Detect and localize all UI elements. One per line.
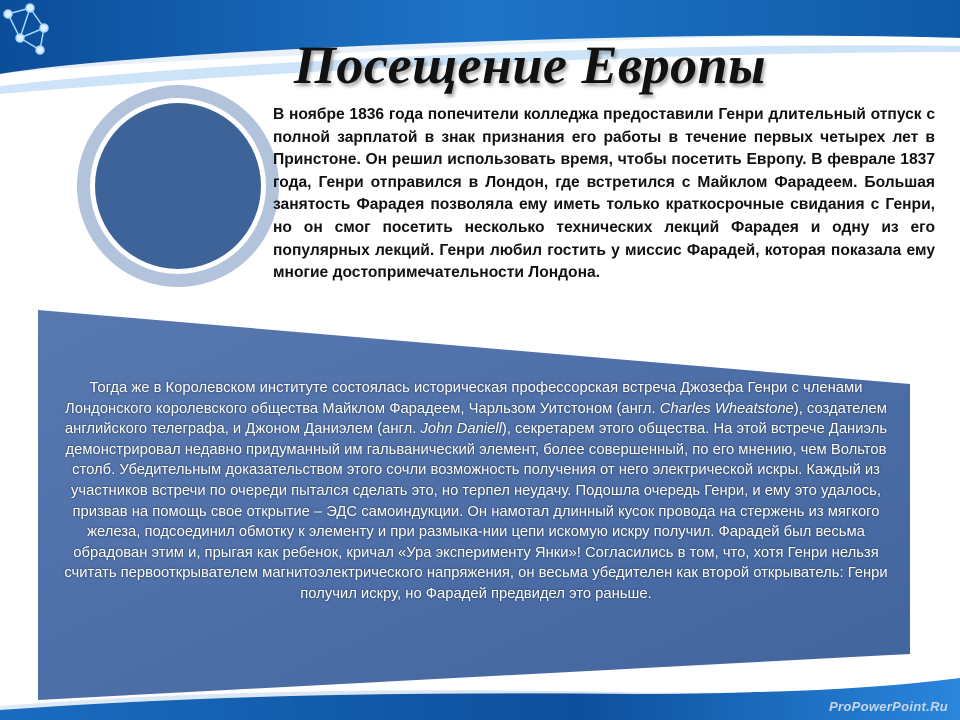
meeting-text-part2: ), создателем английского телеграфа, и Джоном Даниэлем (англ. bbox=[64, 400, 887, 438]
meeting-text-part3: ), секретарем этого общества. На этой встрече Даниэль демонстрировал недавно придуманный им гальванический элемент, более совершенный, по его мнению, чем Вольтов столб. Убедительным доказательством этого сочли возможность получения от него электрической искры. Каждый из участников встречи по очереди пытался сделать это, но терпел неудачу. Подошла очередь Генри, и ему это удалось, призвав на помощь свое открытие – ЭДС самоиндукции. Он намотал длинный кусок провода на стержень из мягкого железа, подсоединил обмотку к элементу и при размыка-нии цепи искомую искру получил. Фарадей был весьма обрадован этим и, прыгая как ребенок, кричал «Ура эксперименту Янки»! Согласились в том, что, хотя Генри нельзя считать первооткрывателем магнитоэлектрического напряжения, он весьма убедителен как второй открыватель: Генри получил искру, но Фарадей предвидел это раньше. bbox=[64, 421, 888, 602]
circle-fill bbox=[95, 103, 261, 269]
intro-paragraph: В ноябре 1836 года попечители колледжа предоставили Генри длительный отпуск с полной зарплатой в знак признания его работы в течение первых четырех лет в Принстоне. Он решил использовать время, чтобы посетить Европу. В феврале 1837 года, Генри отправился в Лондон, где встретился с Майклом Фарадеем. Большая занятость Фарадея позволяла ему иметь только краткосрочные свидания с Генри, но он смог посетить несколько технических лекций Фарадея и одну из его популярных лекций. Генри любил гостить у миссис Фарадей, которая показала ему многие достопримечательности Лондона. bbox=[273, 106, 935, 282]
meeting-paragraph bbox=[54, 378, 898, 605]
name-daniell: John Daniell bbox=[420, 421, 502, 438]
name-wheatstone: Charles Wheatstone bbox=[659, 400, 794, 417]
meeting-text-part1: Тогда же в Королевском институте состоялась историческая профессорская встреча Джозефа Генри с членами Лондонского королевского общества Майклом Фарадеем, Чарльзом Уитстоном (англ. bbox=[65, 380, 863, 417]
watermark: ProPowerPoint.Ru bbox=[829, 699, 948, 714]
slide-title: Посещение Европы bbox=[293, 35, 767, 95]
